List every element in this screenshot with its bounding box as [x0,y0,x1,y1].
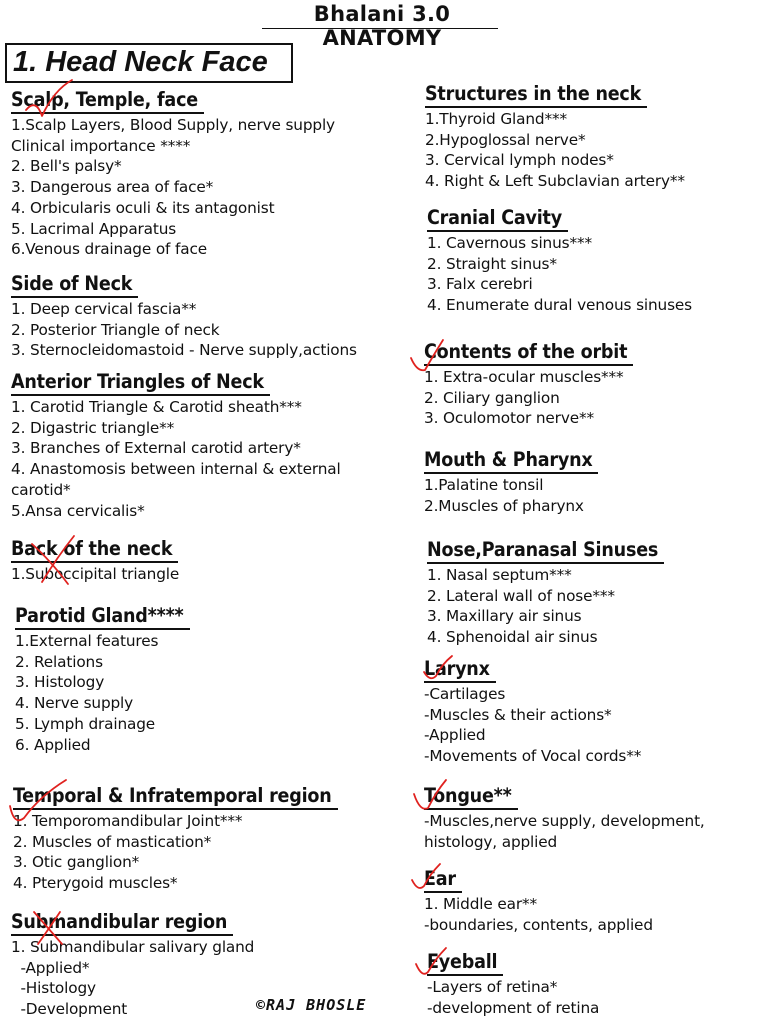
topic-item: 6. Applied [15,735,91,754]
section-heading: Scalp, Temple, face [11,88,204,114]
topic-item: -Layers of retina* [427,978,558,996]
author-credit: ©RAJ BHOSLE [256,996,367,1014]
topic-item: -Cartilages [424,685,506,703]
section-mouth-pharynx [424,448,598,516]
topic-item: 2. Ciliary ganglion [424,388,560,407]
topic-item: -Applied* [11,958,90,977]
topic-item: carotid* [11,480,71,499]
topic-item: 5. Lacrimal Apparatus [11,219,177,238]
topic-list [11,937,254,1020]
topic-item: 3. Otic ganglion* [13,853,140,872]
section-heading: Ear [424,867,462,893]
topic-item: 1. Deep cervical fascia** [11,300,197,318]
section-nose-paranasal-sinuses [427,538,664,648]
topic-list [427,977,599,1018]
topic-item: 4. Orbicularis oculi & its antagonist [11,198,275,217]
topic-list [11,564,179,585]
topic-item: -boundaries, contents, applied [424,915,653,934]
topic-item: 1.Palatine tonsil [424,476,544,494]
topic-item: 3. Branches of External carotid artery* [11,439,301,458]
topic-item: 1. Cavernous sinus*** [427,234,592,252]
section-heading: Back of the neck [11,537,178,563]
topic-item: 3. Falx cerebri [427,275,533,294]
section-eyeball [427,950,599,1018]
topic-item: 5.Ansa cervicalis* [11,501,145,520]
topic-item: 3. Maxillary air sinus [427,607,582,626]
topic-item: 4. Enumerate dural venous sinuses [427,296,692,315]
section-heading: Tongue** [424,784,518,810]
document-title: Bhalani 3.0 ANATOMY [313,2,451,50]
section-temporal-infratemporal [13,784,338,894]
topic-item: 3. Sternocleidomastoid - Nerve supply,actions [11,341,357,360]
topic-item: 4. Anastomosis between internal & external [11,460,341,479]
topic-item: 6.Venous drainage of face [11,240,207,259]
topic-item: 2. Relations [15,652,103,671]
topic-list [11,115,335,260]
topic-list [424,367,633,429]
section-anterior-triangles [11,370,341,521]
topic-item: histology, applied [424,832,558,851]
chapter-title: 1. Head Neck Face [13,46,268,78]
topic-item: -Development [11,1000,128,1019]
topic-item: 2. Digastric triangle** [11,418,175,437]
topic-item: 3. Dangerous area of face* [11,178,214,197]
topic-item: 2. Bell's palsy* [11,157,122,176]
topic-item: -Movements of Vocal cords** [424,747,642,766]
topic-item: -Muscles & their actions* [424,705,612,724]
topic-list [11,299,357,361]
section-heading: Structures in the neck [425,82,647,108]
topic-item: 4. Sphenoidal air sinus [427,628,598,647]
topic-item: -Histology [11,979,96,998]
topic-item: 3. Histology [15,673,105,692]
topic-list [427,233,692,316]
section-structures-in-neck [425,82,685,192]
topic-item: 1. Submandibular salivary gland [11,938,255,956]
section-tongue [424,784,705,852]
topic-item: 1.Thyroid Gland*** [425,110,567,128]
title-underline [262,28,498,29]
topic-list [424,475,598,516]
section-back-of-neck [11,537,179,585]
section-heading: Temporal & Infratemporal region [13,784,338,810]
topic-item: 2. Straight sinus* [427,254,557,273]
topic-item: 1.Scalp Layers, Blood Supply, nerve supply [11,116,335,134]
topic-list [15,631,190,755]
topic-item: 1. Extra-ocular muscles*** [424,368,624,386]
topic-item: -Muscles,nerve supply, development, [424,812,705,830]
topic-item: 1. Carotid Triangle & Carotid sheath*** [11,398,302,416]
topic-item: 5. Lymph drainage [15,714,156,733]
topic-item: 1.Suboccipital triangle [11,565,180,583]
topic-item: 2.Muscles of pharynx [424,496,584,515]
topic-item: -development of retina [427,998,600,1017]
section-heading: Mouth & Pharynx [424,448,598,474]
topic-item: 3. Cervical lymph nodes* [425,151,614,170]
section-heading: Parotid Gland**** [15,604,190,630]
topic-item: Clinical importance **** [11,136,191,155]
section-parotid-gland [15,604,190,755]
section-ear [424,867,653,935]
topic-item: 2. Posterior Triangle of neck [11,320,220,339]
section-heading: Side of Neck [11,272,138,298]
section-heading: Anterior Triangles of Neck [11,370,270,396]
section-submandibular-region [11,910,254,1020]
section-heading: Cranial Cavity [427,206,568,232]
section-heading: Nose,Paranasal Sinuses [427,538,664,564]
topic-item: 2. Muscles of mastication* [13,832,212,851]
section-heading: Eyeball [427,950,503,976]
section-scalp-temple-face [11,88,335,260]
topic-item: 2. Lateral wall of nose*** [427,586,615,605]
topic-item: 4. Nerve supply [15,694,134,713]
section-contents-of-orbit [424,340,633,429]
topic-item: 1. Middle ear** [424,895,537,913]
topic-list [424,894,653,935]
section-heading: Larynx [424,657,496,683]
topic-item: 3. Oculomotor nerve** [424,409,594,428]
topic-item: -Applied [424,726,486,745]
topic-list [427,565,664,648]
section-heading: Contents of the orbit [424,340,633,366]
topic-item: 1. Temporomandibular Joint*** [13,812,243,830]
topic-item: 4. Right & Left Subclavian artery** [425,172,685,191]
topic-list [11,397,341,521]
chapter-title-box [5,43,293,83]
topic-item: 2.Hypoglossal nerve* [425,130,586,149]
topic-list [425,109,685,192]
topic-list [13,811,338,894]
topic-item: 1. Nasal septum*** [427,566,572,584]
section-larynx [424,657,641,767]
topic-list [424,811,705,852]
topic-item: 1.External features [15,632,159,650]
topic-list [424,684,641,767]
section-cranial-cavity [427,206,692,316]
topic-item: 4. Pterygoid muscles* [13,874,178,893]
section-side-of-neck [11,272,357,361]
section-heading: Submandibular region [11,910,233,936]
